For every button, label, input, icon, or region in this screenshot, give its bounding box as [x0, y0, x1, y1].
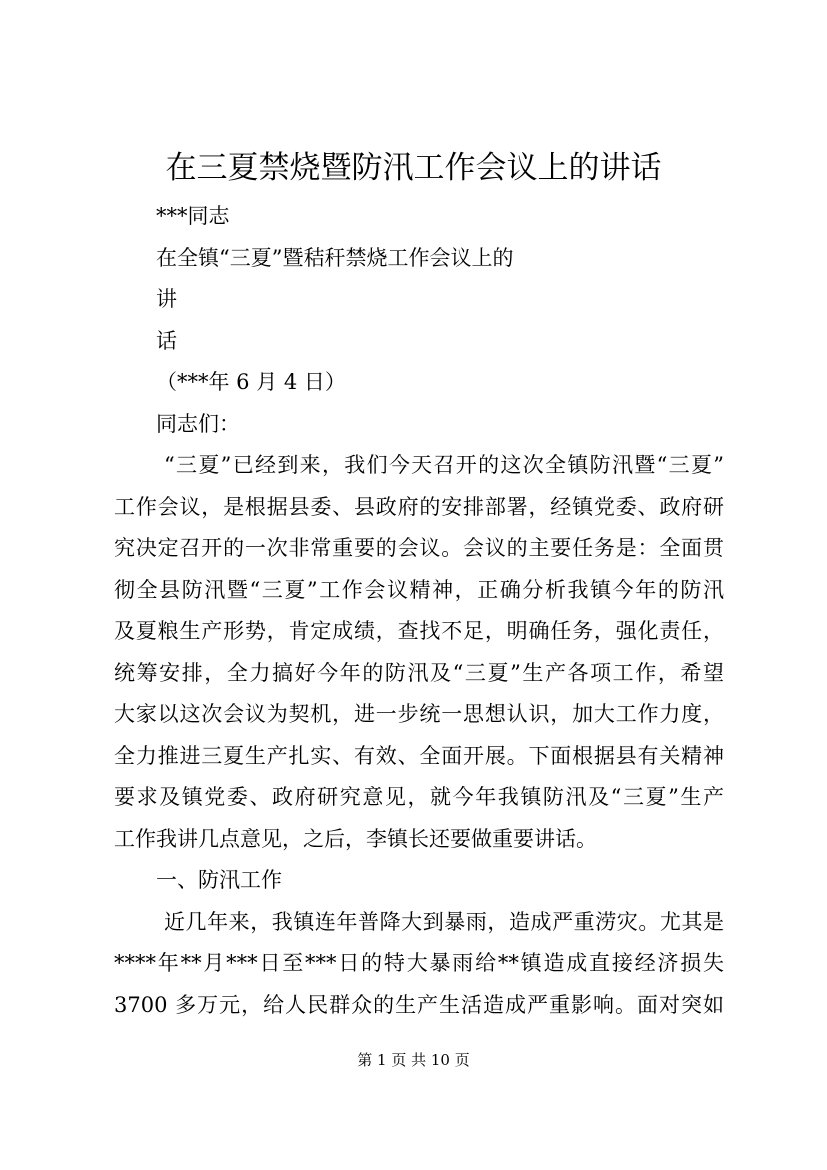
paragraph1-line: 工作我讲几点意见，之后，李镇长还要做重要讲话。: [114, 826, 597, 851]
header-line-meeting: 在全镇“三夏”暨秸秆禁烧工作会议上的: [156, 245, 514, 270]
header-line-recipient: ***同志: [156, 204, 230, 228]
salutation: 同志们：: [156, 411, 240, 436]
paragraph1-line: 要求及镇党委、政府研究意见，就今年我镇防汛及“三夏”生产: [114, 785, 724, 809]
paragraph1-line: 大家以这次会议为契机，进一步统一思想认识，加大工作力度，: [114, 702, 724, 726]
paragraph1-line: “三夏”已经到来，我们今天召开的这次全镇防汛暨“三夏”: [164, 453, 724, 477]
header-line-hua: 话: [156, 328, 177, 353]
paragraph1-line: 全力推进三夏生产扎实、有效、全面开展。下面根据县有关精神: [114, 743, 724, 768]
header-line-date: （***年 6 月 4 日）: [156, 370, 346, 394]
paragraph1-line: 究决定召开的一次非常重要的会议。会议的主要任务是：全面贯: [114, 536, 724, 560]
document-body: [114, 196, 736, 1026]
paragraph1-line: 统筹安排，全力搞好今年的防汛及“三夏”生产各项工作，希望: [114, 660, 724, 685]
header-line-jiang: 讲: [156, 287, 177, 311]
paragraph2-line: ****年**月***日至***日的特大暴雨给**镇造成直接经济损失: [114, 951, 724, 975]
document-title: 在三夏禁烧暨防汛工作会议上的讲话: [165, 150, 662, 186]
paragraph2-line: 近几年来，我镇连年普降大到暴雨，造成严重涝灾。尤其是: [164, 909, 724, 934]
paragraph1-line: 工作会议，是根据县委、县政府的安排部署，经镇党委、政府研: [114, 494, 724, 519]
page-footer: 第 1 页 共 10 页: [357, 1051, 470, 1069]
paragraph2-line: 3700 多万元，给人民群众的生产生活造成严重影响。面对突如: [114, 992, 724, 1017]
section-heading: 一、防汛工作: [156, 868, 282, 892]
paragraph1-line: 彻全县防汛暨“三夏”工作会议精神，正确分析我镇今年的防汛: [114, 577, 724, 602]
paragraph1-line: 及夏粮生产形势，肯定成绩，查找不足，明确任务，强化责任，: [114, 619, 724, 643]
